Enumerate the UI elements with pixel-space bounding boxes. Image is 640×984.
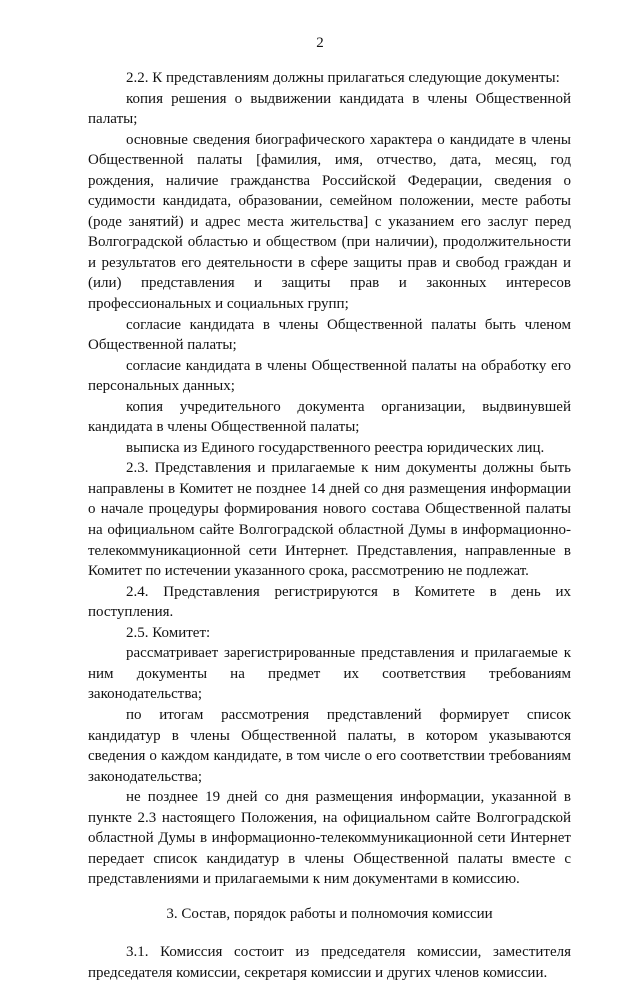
paragraph-biography: основные сведения биографического характера о кандидате в члены Общественной палаты [фамилия, имя, отчество, дата, месяц, год рождения, наличие гражданства Российской Федерации, сведения о судимости кандидата, образовании, семейном положении, месте работы (роде занятий) и адрес места жительства] с указанием его заслуг перед Волгоградской областью и обществом (при наличии), продолжительности и результатов его деятельности в сфере защиты прав и свобод граждан и (или) представления и защиты прав и законных интересов профессиональных и социальных групп; [88,131,571,313]
paragraph-2-5: 2.5. Комитет: [126,624,211,641]
paragraph-review: рассматривает зарегистрированные представления и прилагаемые к ним документы на предмет их соответствия требованиям законодательства; [88,645,571,703]
paragraph-founding-doc: копия учредительного документа организации, выдвинувшей кандидата в члены Общественной палаты; [88,398,571,436]
paragraph-2-3: 2.3. Представления и прилагаемые к ним документы должны быть направлены в Комитет не позднее 14 дней со дня размещения информации о начале процедуры формирования нового состава Общественной палаты на официальном сайте Волгоградской областной Думы в информационно-телекоммуникационной сети Интернет. Представления, направленные в Комитет по истечении указанного срока, рассмотрению не подлежат. [88,460,571,580]
paragraph-consent-member: согласие кандидата в члены Общественной палаты быть членом Общественной палаты; [88,316,571,354]
document-body [88,68,571,984]
paragraph-transfer: не позднее 19 дней со дня размещения информации, указанной в пункте 2.3 настоящего Положения, на официальном сайте Волгоградской областной Думы в информационно-телекоммуникационной сети Интернет передает список кандидатур в члены Общественной палаты вместе с представлениями и прилагаемыми к ним документами в комиссию. [88,789,571,888]
paragraph-candidate-list: по итогам рассмотрения представлений формирует список кандидатур в члены Общественной палаты, в котором указываются сведения о каждом кандидате, в том числе о его соответствии требованиям законодательства; [88,706,571,785]
page-number: 2 [316,35,324,51]
paragraph-2-4: 2.4. Представления регистрируются в Комитете в день их поступления. [88,583,571,621]
paragraph-3-1: 3.1. Комиссия состоит из председателя комиссии, заместителя председателя комиссии, секретаря комиссии и других членов комиссии. [88,944,571,981]
paragraph-registry-extract: выписка из Единого государственного реестра юридических лиц. [126,439,545,456]
section-heading-3: 3. Состав, порядок работы и полномочия комиссии [166,905,493,922]
paragraph-consent-data: согласие кандидата в члены Общественной палаты на обработку его персональных данных; [88,357,571,395]
paragraph-decision-copy: копия решения о выдвижении кандидата в члены Общественной палаты; [88,90,571,128]
paragraph-2-2: 2.2. К представлениям должны прилагаться следующие документы: [126,70,560,86]
